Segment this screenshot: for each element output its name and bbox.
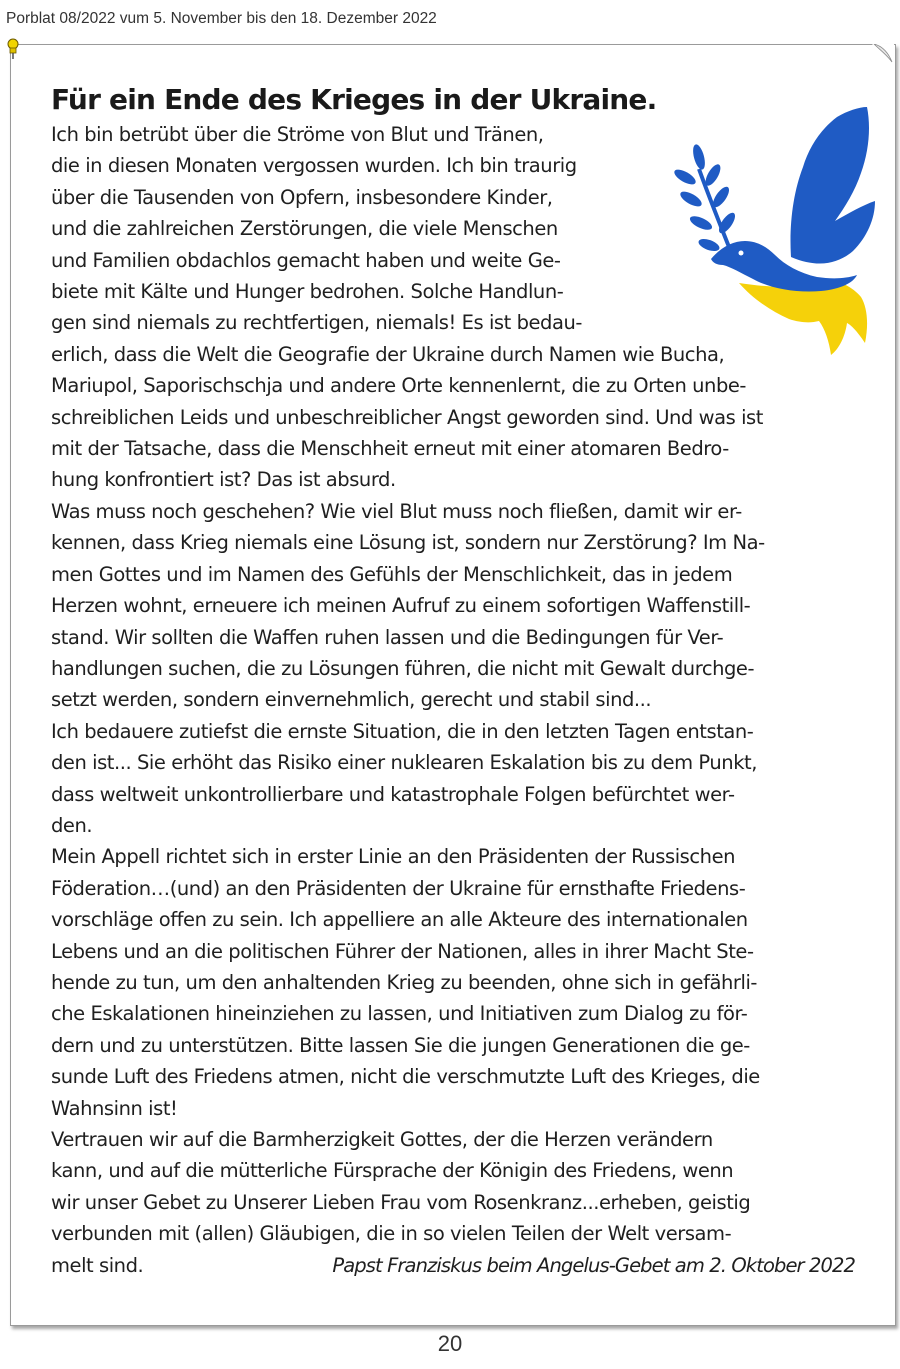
text-line: Mariupol, Saporischschja und andere Orte kennenlernt, die zu Orten unbe- bbox=[51, 374, 747, 398]
text-line: den. bbox=[51, 813, 93, 837]
text-line: kennen, dass Krieg niemals eine Lösung ist, sondern nur Zerstörung? Im Na- bbox=[51, 531, 765, 555]
paragraph-2 bbox=[51, 496, 855, 716]
text-line: Föderation…(und) an den Präsidenten der Ukraine für ernsthafte Friedens- bbox=[51, 876, 746, 900]
text-line: verbunden mit (allen) Gläubigen, die in so vielen Teilen der Welt versam- bbox=[51, 1222, 732, 1246]
signature: Papst Franziskus beim Angelus-Gebet am 2. Oktober 2022 bbox=[332, 1253, 855, 1277]
text-line: Lebens und an die politischen Führer der Nationen, alles in ihrer Macht Ste- bbox=[51, 939, 754, 963]
paragraph-1 bbox=[51, 119, 855, 496]
text-line: hung konfrontiert ist? Das ist absurd. bbox=[51, 468, 396, 492]
text-line: den ist... Sie erhöht das Risiko einer nuklearen Eskalation bis zu dem Punkt, bbox=[51, 751, 757, 775]
text-line: Herzen wohnt, erneuere ich meinen Aufruf zu einem sofortigen Waffenstill- bbox=[51, 594, 751, 618]
text-line: erlich, dass die Welt die Geografie der Ukraine durch Namen wie Bucha, bbox=[51, 342, 725, 366]
text-line: Was muss noch geschehen? Wie viel Blut muss noch fließen, damit wir er- bbox=[51, 499, 742, 523]
text-line: dern und zu unterstützen. Bitte lassen Sie die jungen Generationen die ge- bbox=[51, 1033, 750, 1057]
text-line: men Gottes und im Namen des Gefühls der Menschlichkeit, das in jedem bbox=[51, 562, 733, 586]
article-frame bbox=[10, 44, 896, 1326]
text-line: biete mit Kälte und Hunger bedrohen. Solche Handlun- bbox=[51, 280, 564, 304]
text-line: dass weltweit unkontrollierbare und katastrophale Folgen befürchtet wer- bbox=[51, 782, 735, 806]
text-line: Ich bin betrübt über die Ströme von Blut und Tränen, bbox=[51, 123, 544, 146]
text-line: handlungen suchen, die zu Lösungen führen, die nicht mit Gewalt durchge- bbox=[51, 656, 755, 680]
text-line: Ich bedauere zutiefst die ernste Situation, die in den letzten Tagen entstan- bbox=[51, 719, 754, 743]
text-line: wir unser Gebet zu Unserer Lieben Frau vom Rosenkranz...erheben, geistig bbox=[51, 1190, 751, 1214]
text-line: und die zahlreichen Zerstörungen, die viele Menschen bbox=[51, 217, 558, 241]
paragraph-3 bbox=[51, 716, 855, 842]
page-curl-icon bbox=[872, 44, 894, 66]
text-line: mit der Tatsache, dass die Menschheit erneut mit einer atomaren Bedro- bbox=[51, 437, 729, 461]
article-body bbox=[51, 119, 855, 1281]
paragraph-4 bbox=[51, 841, 855, 1124]
page-number: 20 bbox=[437, 1331, 463, 1356]
paragraph-5 bbox=[51, 1124, 855, 1281]
text-line: gen sind niemals zu rechtfertigen, niemals! Es ist bedau- bbox=[51, 311, 582, 335]
pushpin-icon bbox=[6, 38, 20, 60]
text-line: che Eskalationen hineinziehen zu lassen, und Initiativen zum Dialog zu för- bbox=[51, 1002, 748, 1026]
text-line: hende zu tun, um den anhaltenden Krieg zu beenden, ohne sich in gefährli- bbox=[51, 970, 758, 994]
text-line: schreiblichen Leids und unbeschreiblicher Angst geworden sind. Und was ist bbox=[51, 405, 763, 429]
text-line: kann, und auf die mütterliche Fürsprache der Königin des Friedens, wenn bbox=[51, 1159, 734, 1183]
text-line: stand. Wir sollten die Waffen ruhen lassen und die Bedingungen für Ver- bbox=[51, 625, 724, 649]
closing-text: melt sind. bbox=[51, 1253, 144, 1277]
closing-line bbox=[51, 1250, 855, 1281]
text-line: Vertrauen wir auf die Barmherzigkeit Gottes, der die Herzen verändern bbox=[51, 1128, 713, 1151]
text-line: über die Tausenden von Opfern, insbesondere Kinder, bbox=[51, 185, 553, 209]
text-line: sunde Luft des Friedens atmen, nicht die verschmutzte Luft des Krieges, die bbox=[51, 1065, 760, 1089]
page-header: Porblat 08/2022 vum 5. November bis den 18. Dezember 2022 bbox=[6, 10, 437, 27]
text-line: und Familien obdachlos gemacht haben und weite Ge- bbox=[51, 248, 561, 272]
article-title: Für ein Ende des Krieges in der Ukraine. bbox=[51, 83, 657, 116]
text-line: die in diesen Monaten vergossen wurden. Ich bin traurig bbox=[51, 154, 577, 178]
text-line: setzt werden, sondern einvernehmlich, gerecht und stabil sind... bbox=[51, 688, 652, 712]
text-line: Wahnsinn ist! bbox=[51, 1096, 178, 1120]
text-line: Mein Appell richtet sich in erster Linie an den Präsidenten der Russischen bbox=[51, 845, 736, 869]
text-line: vorschläge offen zu sein. Ich appelliere an alle Akteure des internationalen bbox=[51, 908, 748, 932]
